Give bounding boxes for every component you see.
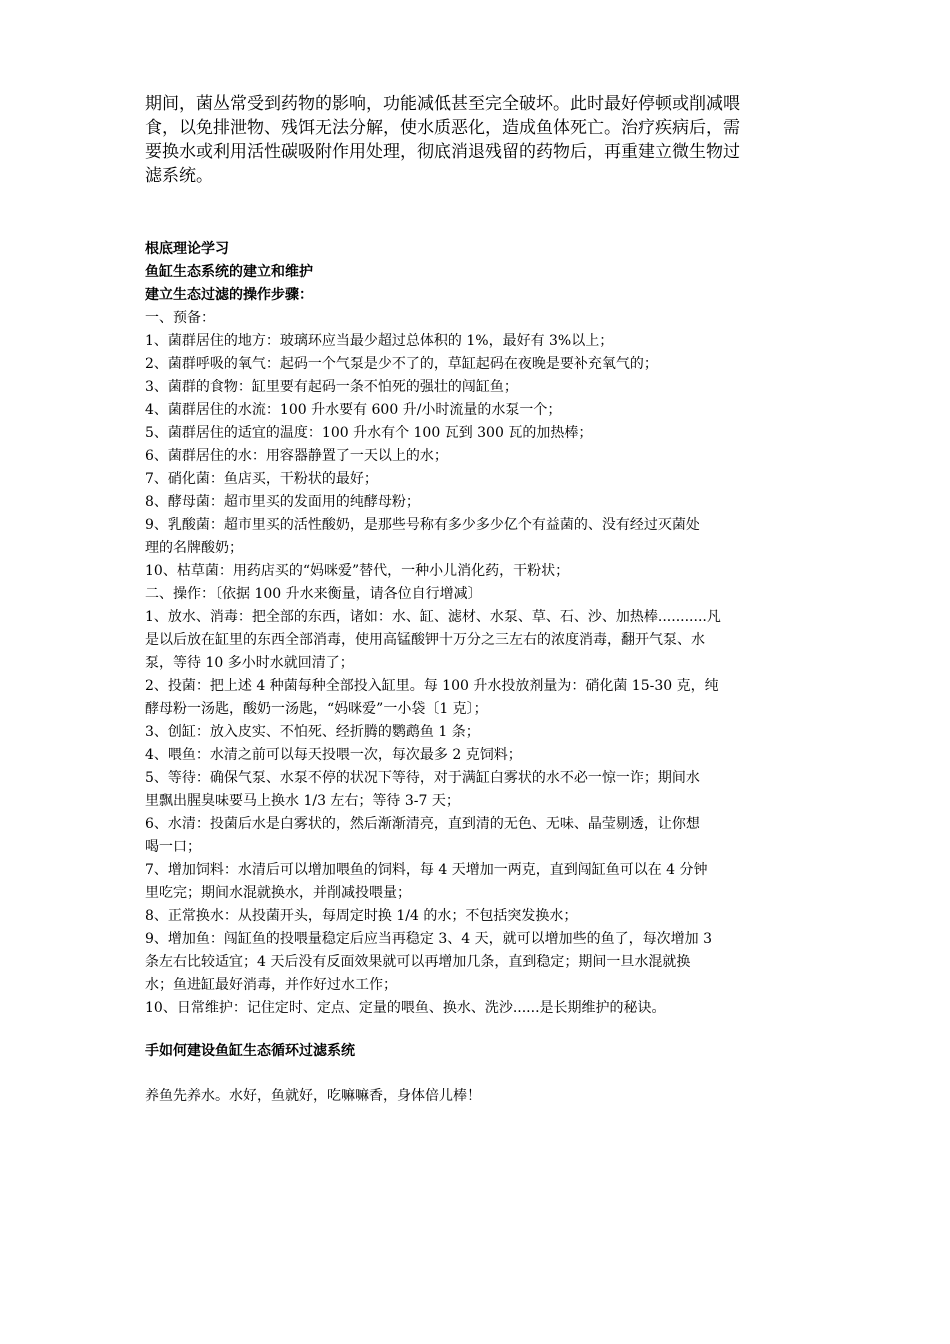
step-line: 10、日常维护：记住定时、定点、定量的喂鱼、换水、洗沙......是长期维护的秘诀。 — [145, 1000, 666, 1016]
step-line: 2、投菌：把上述 4 种菌每种全部投入缸里。每 100 升水投放剂量为：硝化菌 15-30 克，纯 — [145, 678, 719, 694]
step-line: 喝一口； — [145, 839, 201, 855]
step-line: 9、乳酸菌：超市里买的活性酸奶，是那些号称有多少多少亿个有益菌的、没有经过灭菌处 — [145, 517, 700, 533]
step-line: 泵，等待 10 多小时水就回清了； — [145, 655, 354, 671]
section-headings — [145, 238, 815, 307]
step-line: 里飘出腥臭味要马上换水 1/3 左右；等待 3-7 天； — [145, 793, 460, 809]
step-line: 2、菌群呼吸的氧气：起码一个气泵是少不了的，草缸起码在夜晚是要补充氧气的； — [145, 356, 658, 372]
step-line: 3、创缸：放入皮实、不怕死、经折腾的鹦鹉鱼 1 条； — [145, 724, 480, 740]
step-line: 里吃完；期间水混就换水，并削减投喂量； — [145, 885, 411, 901]
intro-line: 滤系统。 — [145, 166, 213, 186]
intro-line: 食，以免排泄物、残饵无法分解，使水质恶化，造成鱼体死亡。治疗疾病后，需 — [145, 118, 740, 138]
step-line: 7、硝化菌：鱼店买，干粉状的最好； — [145, 471, 378, 487]
step-line: 4、菌群居住的水流：100 升水要有 600 升/小时流量的水泵一个； — [145, 402, 562, 418]
step-line: 10、枯草菌：用药店买的“妈咪爱”替代，一种小儿消化药，干粉状； — [145, 563, 570, 579]
step-line: 7、增加饲料：水清后可以增加喂鱼的饲料，每 4 天增加一两克，直到闯缸鱼可以在 4 分钟 — [145, 862, 708, 878]
step-line: 8、正常换水：从投菌开头，每周定时换 1/4 的水；不包括突发换水； — [145, 908, 578, 924]
closing-line: 养鱼先养水。水好，鱼就好，吃嘛嘛香，身体倍儿棒！ — [145, 1088, 481, 1104]
step-line: 3、菌群的食物：缸里要有起码一条不怕死的强壮的闯缸鱼； — [145, 379, 518, 395]
step-line: 是以后放在缸里的东西全部消毒，使用高锰酸钾十万分之三左右的浓度消毒，翻开气泵、水 — [145, 632, 705, 648]
step-line: 5、菌群居住的适宜的温度：100 升水有个 100 瓦到 300 瓦的加热棒； — [145, 425, 593, 441]
step-line: 9、增加鱼：闯缸鱼的投喂量稳定后应当再稳定 3、4 天，就可以增加些的鱼了，每次增加 3 — [145, 931, 712, 947]
step-line: 一、预备： — [145, 310, 215, 326]
step-line: 1、菌群居住的地方：玻璃环应当最少超过总体积的 1%，最好有 3%以上； — [145, 333, 614, 349]
step-line: 6、水清：投菌后水是白雾状的，然后渐渐清亮，直到清的无色、无味、晶莹剔透，让你想 — [145, 816, 700, 832]
steps-list — [145, 307, 815, 1020]
heading-steps: 建立生态过滤的操作步骤： — [145, 287, 313, 303]
step-line: 1、放水、消毒：把全部的东西，诸如：水、缸、滤材、水泵、草、石、沙、加热棒...........凡 — [145, 609, 721, 625]
document-page — [145, 92, 815, 1108]
intro-paragraph — [145, 92, 815, 188]
step-line: 8、酵母菌：超市里买的发面用的纯酵母粉； — [145, 494, 420, 510]
step-line: 酵母粉一汤匙，酸奶一汤匙，“妈咪爱”一小袋〔1 克〕； — [145, 701, 488, 717]
step-line: 条左右比较适宜；4 天后没有反面效果就可以再增加几条，直到稳定；期间一旦水混就换 — [145, 954, 691, 970]
heading-ecosystem: 鱼缸生态系统的建立和维护 — [145, 264, 313, 280]
intro-line: 期间，菌丛常受到药物的影响，功能减低甚至完全破坏。此时最好停顿或削减喂 — [145, 94, 740, 114]
intro-line: 要换水或利用活性碳吸附作用处理，彻底消退残留的药物后，再重建立微生物过 — [145, 142, 740, 162]
step-line: 4、喂鱼：水清之前可以每天投喂一次，每次最多 2 克饲料； — [145, 747, 522, 763]
step-line: 二、操作：〔依据 100 升水来衡量，请各位自行增减〕 — [145, 586, 482, 602]
step-line: 理的名牌酸奶； — [145, 540, 243, 556]
step-line: 6、菌群居住的水：用容器静置了一天以上的水； — [145, 448, 448, 464]
section-title: 手如何建设鱼缸生态循环过滤系统 — [145, 1043, 355, 1059]
step-line: 5、等待：确保气泵、水泵不停的状况下等待，对于满缸白雾状的水不必一惊一诈；期间水 — [145, 770, 700, 786]
heading-theory: 根底理论学习 — [145, 241, 229, 257]
step-line: 水；鱼进缸最好消毒，并作好过水工作； — [145, 977, 397, 993]
